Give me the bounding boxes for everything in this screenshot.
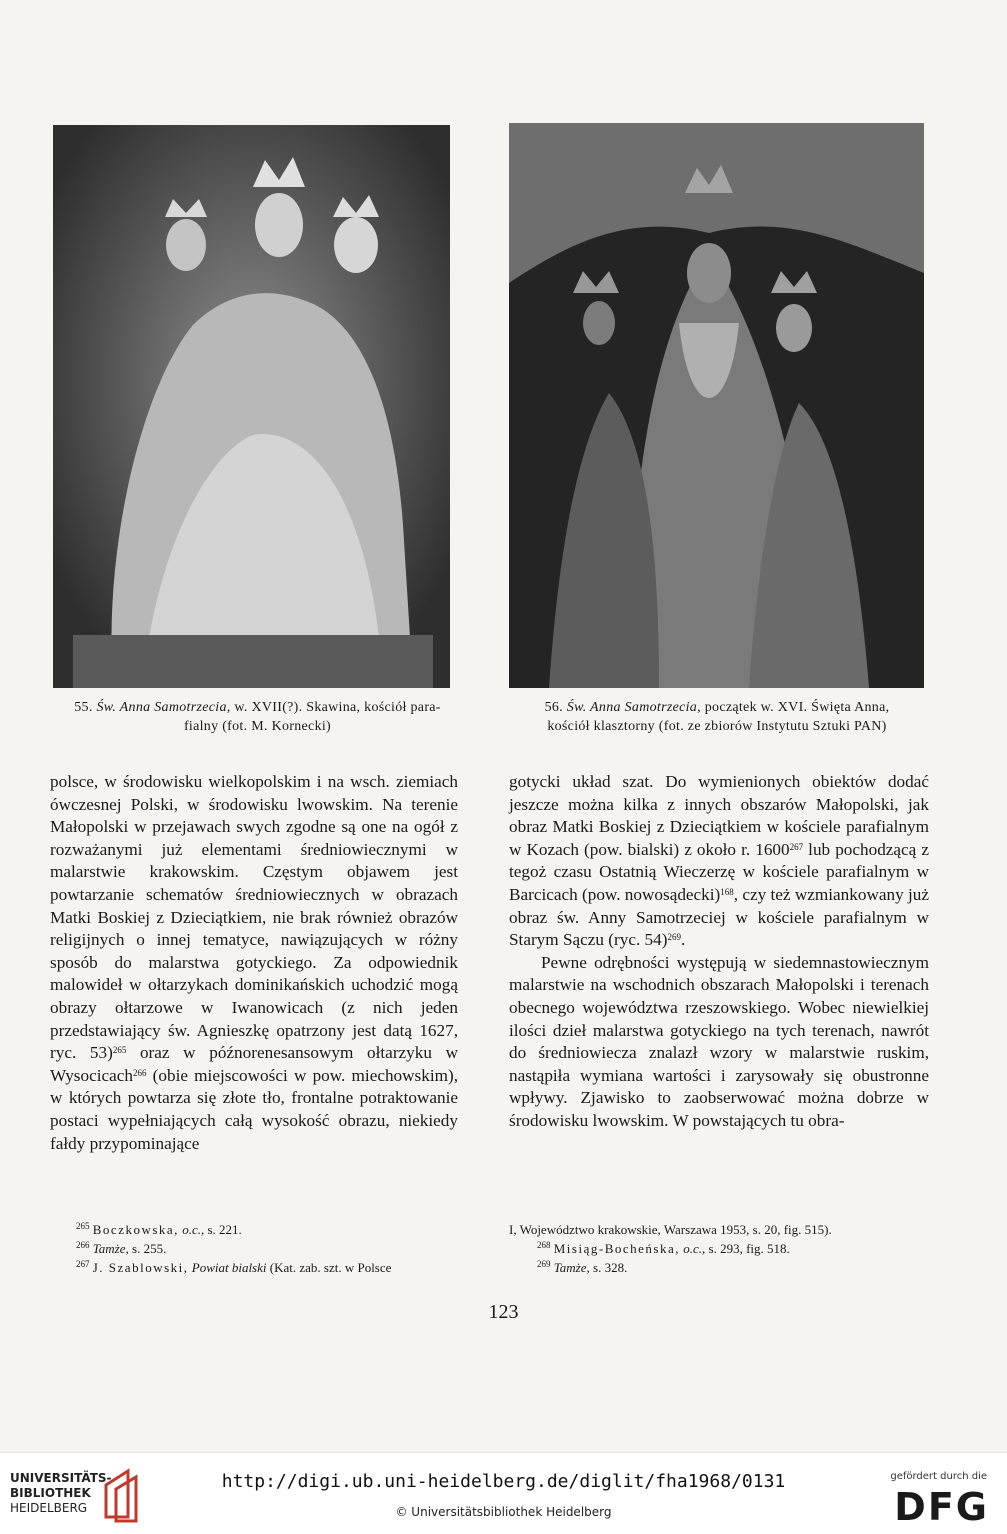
caption-56-line2: kościół klasztorny (fot. ze zbiorów Instytutu Sztuki PAN) (547, 719, 887, 734)
footnote-267 (76, 1258, 476, 1277)
caption-56-number: 56. (544, 700, 563, 715)
body-right-text-2: lub pochodzącą z tegoż czasu Ostatnią Wieczerzę w kościele parafialnym w Barcicach (pow. nowosądecki) (509, 839, 929, 904)
caption-55-line1: w. XVII(?). Skawina, kościół para- (230, 700, 441, 715)
footnotes-right (509, 1220, 939, 1277)
footnote-italic: o.c., (182, 1222, 205, 1237)
figure-56-caption (500, 698, 934, 736)
footnote-269 (509, 1258, 939, 1277)
footnote-267-continued: I, Województwo krakowskie, Warszawa 1953, s. 20, fig. 515). (509, 1222, 832, 1237)
caption-55-number: 55. (74, 700, 93, 715)
dfg-logo[interactable]: DFG (894, 1485, 989, 1529)
footnote-number: 267 (76, 1259, 90, 1269)
library-line-2: BIBLIOTHEK (10, 1486, 91, 1500)
footnote-number: 269 (537, 1259, 551, 1269)
body-right-text-4: . (680, 930, 686, 950)
caption-56-line1: początek w. XVI. Święta Anna, (700, 700, 890, 715)
figure-56-photo (509, 123, 924, 688)
figure-55-photo (53, 125, 450, 688)
footnote-ref-265: 265 (112, 1045, 127, 1056)
footnote-ref-269: 269 (667, 932, 681, 943)
footnote-rest: s. 293, fig. 518. (705, 1241, 790, 1256)
permalink-url[interactable]: http://digi.ub.uni-heidelberg.de/diglit/fha1968/0131 (221, 1471, 786, 1492)
footnote-italic: o.c., (683, 1241, 706, 1256)
body-left-paragraph (50, 771, 458, 1155)
body-right-column (509, 771, 929, 1133)
footnote-author: J. Szablowski, (92, 1260, 189, 1275)
body-right-text-1: gotycki układ szat. Do wymienionych obiektów dodać jeszcze można kilka z innych obszarów Małopolski, jak obraz Matki Boskiej z Dzieciątkiem w kościele parafialnym w Kozach (pow. bialski) z około r. 1600 (509, 772, 929, 859)
figure-55-caption (50, 698, 465, 736)
library-line-3: HEIDELBERG (10, 1501, 88, 1515)
copyright-notice: © Universitätsbibliothek Heidelberg (395, 1505, 612, 1519)
footnote-ref-266: 266 (132, 1067, 147, 1078)
footnote-number: 266 (76, 1240, 90, 1250)
library-line-1: UNIVERSITÄTS- (10, 1471, 112, 1485)
viewer-footer (0, 1452, 1007, 1534)
footnote-author: Boczkowska, (92, 1222, 179, 1237)
footnote-265 (76, 1220, 476, 1239)
caption-55-line2: fialny (fot. M. Kornecki) (183, 719, 332, 734)
footnote-author: Misiąg-Bocheńska, (553, 1241, 680, 1256)
page-number: 123 (488, 1301, 519, 1323)
footnote-italic: Tamże, (92, 1241, 129, 1256)
footnote-ref-168: 168 (720, 886, 734, 897)
body-right-text-3: , czy też wzmiankowany już obraz św. Anny Samotrzeciej w kościele parafialnym w Starym Sączu (ryc. 54) (509, 884, 929, 950)
footnote-number: 265 (76, 1221, 90, 1231)
body-right-paragraph-1 (509, 771, 929, 952)
footnotes-left (76, 1220, 476, 1277)
body-left-text-1: polsce, w środowisku wielkopolskim i na wsch. ziemiach ówczesnej Polski, w środowisku lwowskim. Na terenie Małopolski w przejawach swych zgodne są one na ogół z rozważanymi już elementami średniowiecznymi w malarstwie krakowskim. Częstym objawem jest powtarzanie schematów średniowiecznych w obrazach Matki Boskiej z Dzieciątkiem, nie brak również obrazów religijnych o innej tematyce, nawiązujących w różny sposób do malarstwa gotyckiego. Za odpowiednik malowideł w ołtarzykach dominikańskich uchodzić mogą obrazy ołtarzowe w Iwanowicach (z nich jeden przedstawiający św. Agnieszkę opatrzony jest datą 1627, ryc. 53) (50, 772, 458, 1063)
footnote-italic: Powiat bialski (191, 1260, 267, 1275)
caption-55-title: Św. Anna Samotrzecia, (96, 700, 231, 715)
body-right-paragraph-2: Pewne odrębności występują w siedemnastowiecznym malarstwie na wschodnich obszarach Małopolski i terenach obecnego województwa rzeszowskiego. Wobec niewielkiej ilości dzieł malarstwa gotyckiego na tych terenach, nawrót do średniowiecza znalazł wzory w malarstwie ruskim, nastąpiła wymiana wartości i zarysowały się obustronne wpływy. Zjawisko to zaobserwować można dobrze w środowisku lwowskim. W powstających tu obra- (509, 952, 929, 1130)
footnote-number: 268 (537, 1240, 551, 1250)
body-left-text-2: oraz w późnorenesansowym ołtarzyku w Wysocicach (50, 1043, 459, 1085)
body-left-text-3: (obie miejscowości w pow. miechowskim), w których powtarza się złote tło, frontalne potraktowanie postaci wypełniających całą wysokość obrazu, niekiedy fałdy przypominające (50, 1065, 458, 1153)
footnote-rest: s. 221. (204, 1222, 242, 1237)
body-left-column (50, 771, 458, 1155)
footnote-rest: s. 255. (128, 1241, 167, 1256)
footnote-rest: s. 328. (589, 1260, 628, 1275)
funding-label: gefördert durch die (890, 1471, 987, 1482)
footnote-266 (76, 1239, 476, 1258)
footnote-italic: Tamże, (553, 1260, 590, 1275)
footnote-ref-267: 267 (789, 841, 804, 852)
caption-56-title: Św. Anna Samotrzecia, (566, 700, 701, 715)
footnote-268 (509, 1239, 939, 1258)
footnote-rest: (Kat. zab. szt. w Polsce (266, 1260, 392, 1275)
